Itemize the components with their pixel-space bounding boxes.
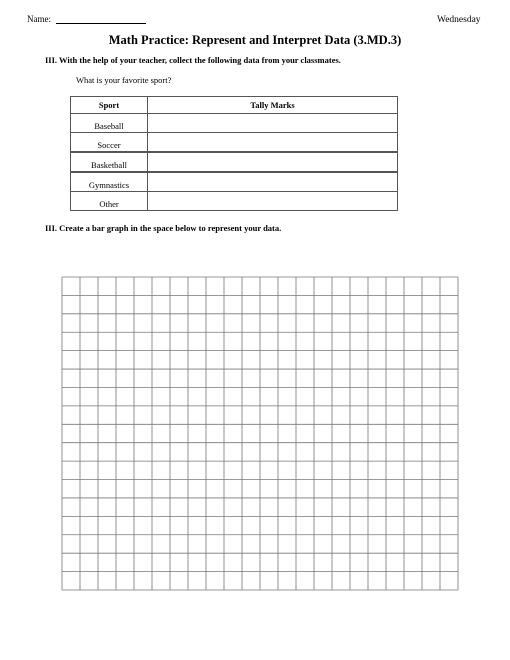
tally-table — [70, 96, 398, 211]
table-row — [71, 114, 398, 133]
collect-data-instruction: III. With the help of your teacher, collect the following data from your classmates. — [45, 55, 341, 65]
name-label: Name: — [27, 14, 51, 24]
table-row — [71, 133, 398, 153]
survey-question: What is your favorite sport? — [76, 75, 172, 85]
tally-column-header: Tally Marks — [148, 97, 398, 114]
sport-column-header: Sport — [71, 97, 148, 114]
tally-cell[interactable] — [148, 172, 398, 192]
table-row — [71, 192, 398, 211]
name-blank[interactable] — [56, 23, 146, 24]
day-label: Wednesday — [437, 15, 481, 25]
tally-cell[interactable] — [148, 192, 398, 211]
tally-cell[interactable] — [148, 114, 398, 133]
sport-name: Basketball — [71, 152, 148, 172]
tally-cell[interactable] — [148, 133, 398, 153]
sport-name: Other — [71, 192, 148, 211]
table-row — [71, 172, 398, 192]
sport-name: Baseball — [71, 114, 148, 133]
graph-paper-grid[interactable] — [60, 276, 460, 592]
bar-graph-instruction: III. Create a bar graph in the space below to represent your data. — [45, 223, 282, 233]
table-row — [71, 152, 398, 172]
sport-name: Soccer — [71, 133, 148, 153]
tally-cell[interactable] — [148, 152, 398, 172]
page-title: Math Practice: Represent and Interpret Data (3.MD.3) — [108, 33, 402, 47]
sport-name: Gymnastics — [71, 172, 148, 192]
